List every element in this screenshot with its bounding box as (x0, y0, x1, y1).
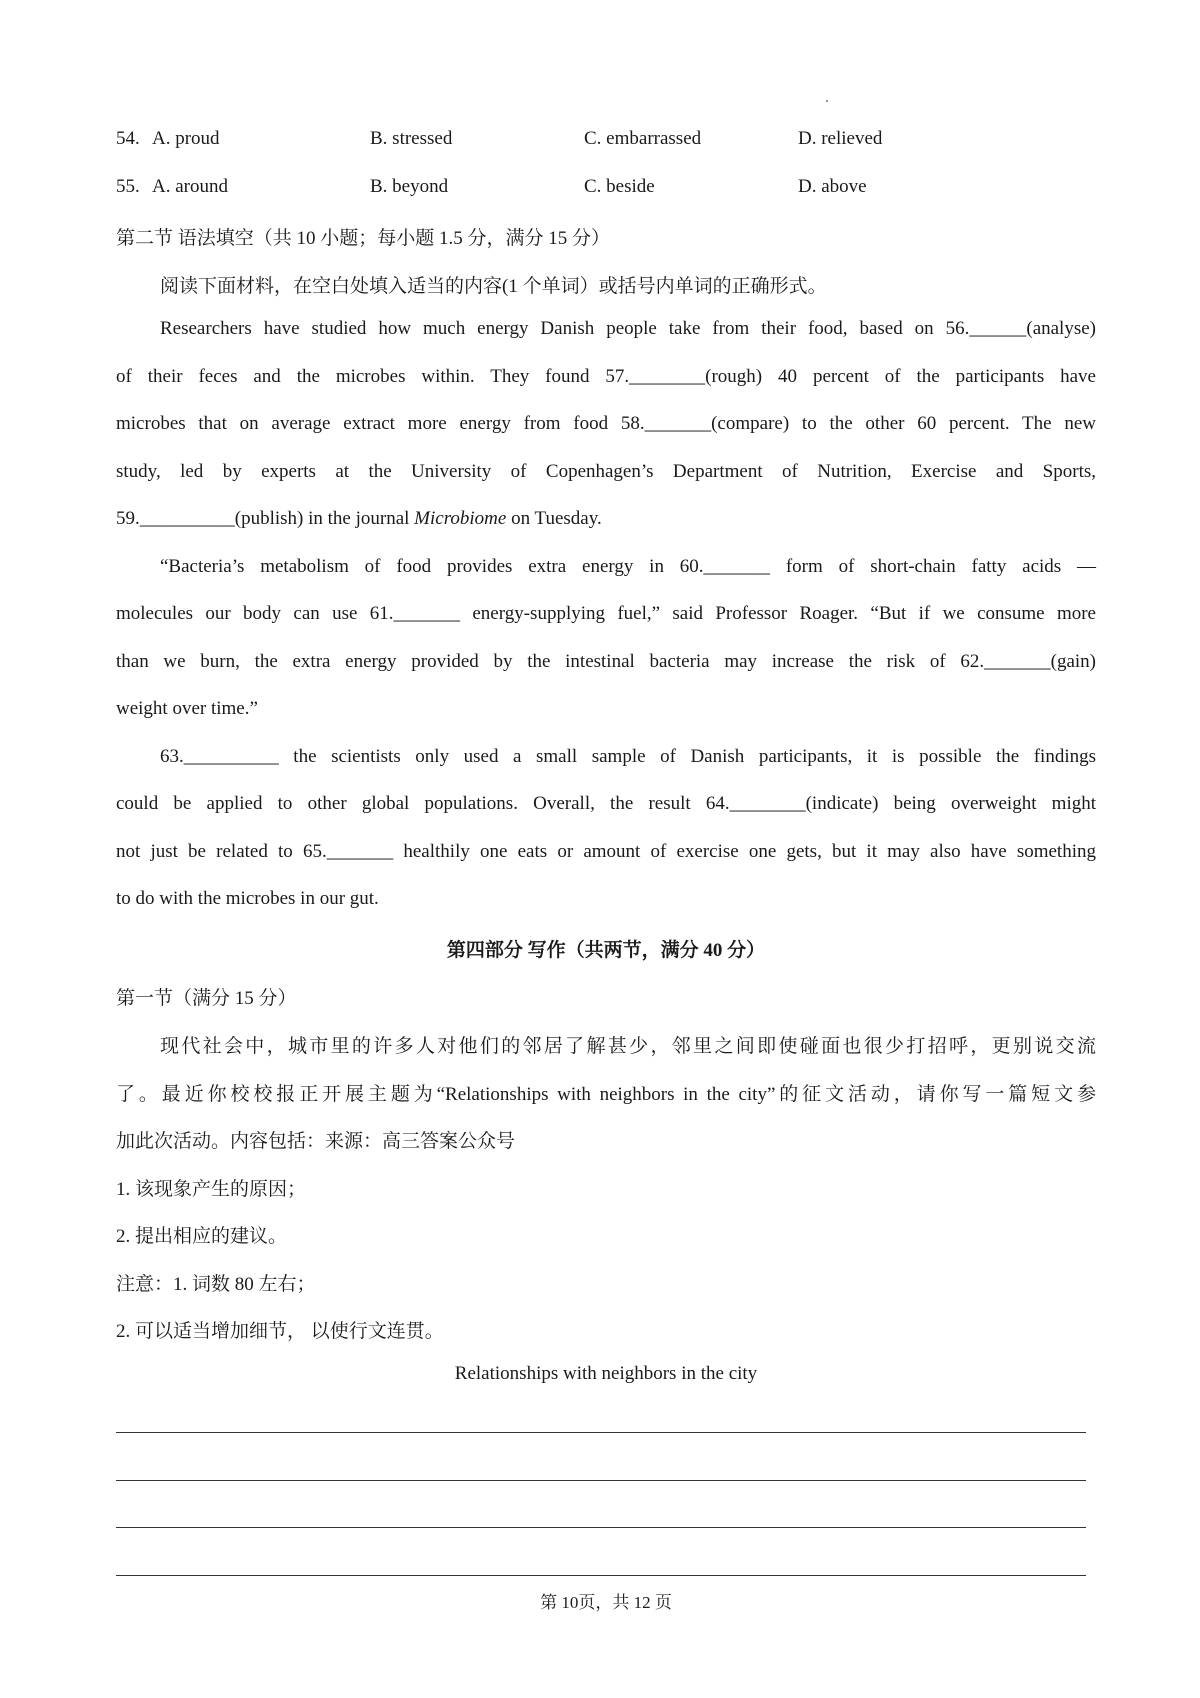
answer-line[interactable] (116, 1527, 1086, 1528)
text: on Tuesday. (506, 508, 602, 529)
section-2-instruction: 阅读下面材料，在空白处填入适当的内容(1 个单词）或括号内单词的正确形式。 (160, 276, 827, 297)
writing-section-1-title: 第一节（满分 15 分） (116, 988, 297, 1009)
passage-p1-line-3: microbes that on average extract more energy from food 58._______(compare) to the other 60 percent. The new (116, 413, 1096, 434)
option-a: A. proud (152, 128, 220, 149)
passage-p3-line-1: 63.__________ the scientists only used a small sample of Danish participants, it is possible the findings (160, 746, 1096, 767)
part-4-title: 第四部分 写作（共两节，满分 40 分） (446, 940, 766, 961)
passage-p3-line-4: to do with the microbes in our gut. (116, 888, 379, 909)
passage-p1-line-2: of their feces and the microbes within. They found 57.________(rough) 40 percent of the participants have (116, 366, 1096, 387)
option-a: A. around (152, 176, 228, 197)
passage-p1-line-1: Researchers have studied how much energy Danish people take from their food, based on 56.______(analyse) (160, 318, 1096, 339)
journal-name: Microbiome (414, 508, 507, 529)
writing-note-2: 2. 可以适当增加细节， 以使行文连贯。 (116, 1321, 444, 1342)
text: 59.__________(publish) in the journal (116, 508, 415, 529)
passage-p2-line-1: “Bacteria’s metabolism of food provides extra energy in 60._______ form of short-chain fatty acids — (160, 556, 1096, 577)
passage-p2-line-3: than we burn, the extra energy provided by the intestinal bacteria may increase the risk of 62._______(gain) (116, 651, 1096, 672)
essay-title: Relationships with neighbors in the city (454, 1363, 758, 1384)
question-number: 54. (116, 128, 140, 149)
passage-p3-line-2: could be applied to other global populations. Overall, the result 64.________(indicate) being overweight might (116, 793, 1096, 814)
answer-line[interactable] (116, 1432, 1086, 1433)
writing-item-1: 1. 该现象产生的原因； (116, 1179, 307, 1200)
exam-page (116, 0, 1096, 1698)
answer-line[interactable] (116, 1575, 1086, 1576)
passage-p1-line-5 (116, 508, 602, 530)
option-c: C. embarrassed (584, 128, 702, 149)
option-c: C. beside (584, 176, 655, 197)
stray-dot (826, 100, 828, 102)
writing-prompt-line-3: 加此次活动。内容包括：来源：高三答案公众号 (116, 1131, 516, 1152)
section-2-title: 第二节 语法填空（共 10 小题；每小题 1.5 分，满分 15 分） (116, 228, 611, 249)
option-d: D. above (798, 176, 867, 197)
passage-p2-line-4: weight over time.” (116, 698, 258, 719)
writing-prompt-line-2: 了。最近你校校报正开展主题为“Relationships with neighbors in the city”的征文活动，请你写一篇短文参 (116, 1084, 1096, 1105)
option-d: D. relieved (798, 128, 883, 149)
option-b: B. stressed (370, 128, 453, 149)
answer-line[interactable] (116, 1480, 1086, 1481)
option-b: B. beyond (370, 176, 449, 197)
writing-item-2: 2. 提出相应的建议。 (116, 1226, 288, 1247)
writing-prompt-line-1: 现代社会中，城市里的许多人对他们的邻居了解甚少，邻里之间即使碰面也很少打招呼，更别说交流 (160, 1036, 1096, 1057)
passage-p1-line-4: study, led by experts at the University of Copenhagen’s Department of Nutrition, Exercise and Sports, (116, 461, 1096, 482)
passage-p3-line-3: not just be related to 65._______ healthily one eats or amount of exercise one gets, but it may also have something (116, 841, 1096, 862)
question-number: 55. (116, 176, 140, 197)
writing-note-1: 注意：1. 词数 80 左右； (116, 1274, 316, 1295)
passage-p2-line-2: molecules our body can use 61._______ energy-supplying fuel,” said Professor Roager. “But if we consume more (116, 603, 1096, 624)
page-footer: 第 10页，共 12 页 (540, 1593, 672, 1612)
